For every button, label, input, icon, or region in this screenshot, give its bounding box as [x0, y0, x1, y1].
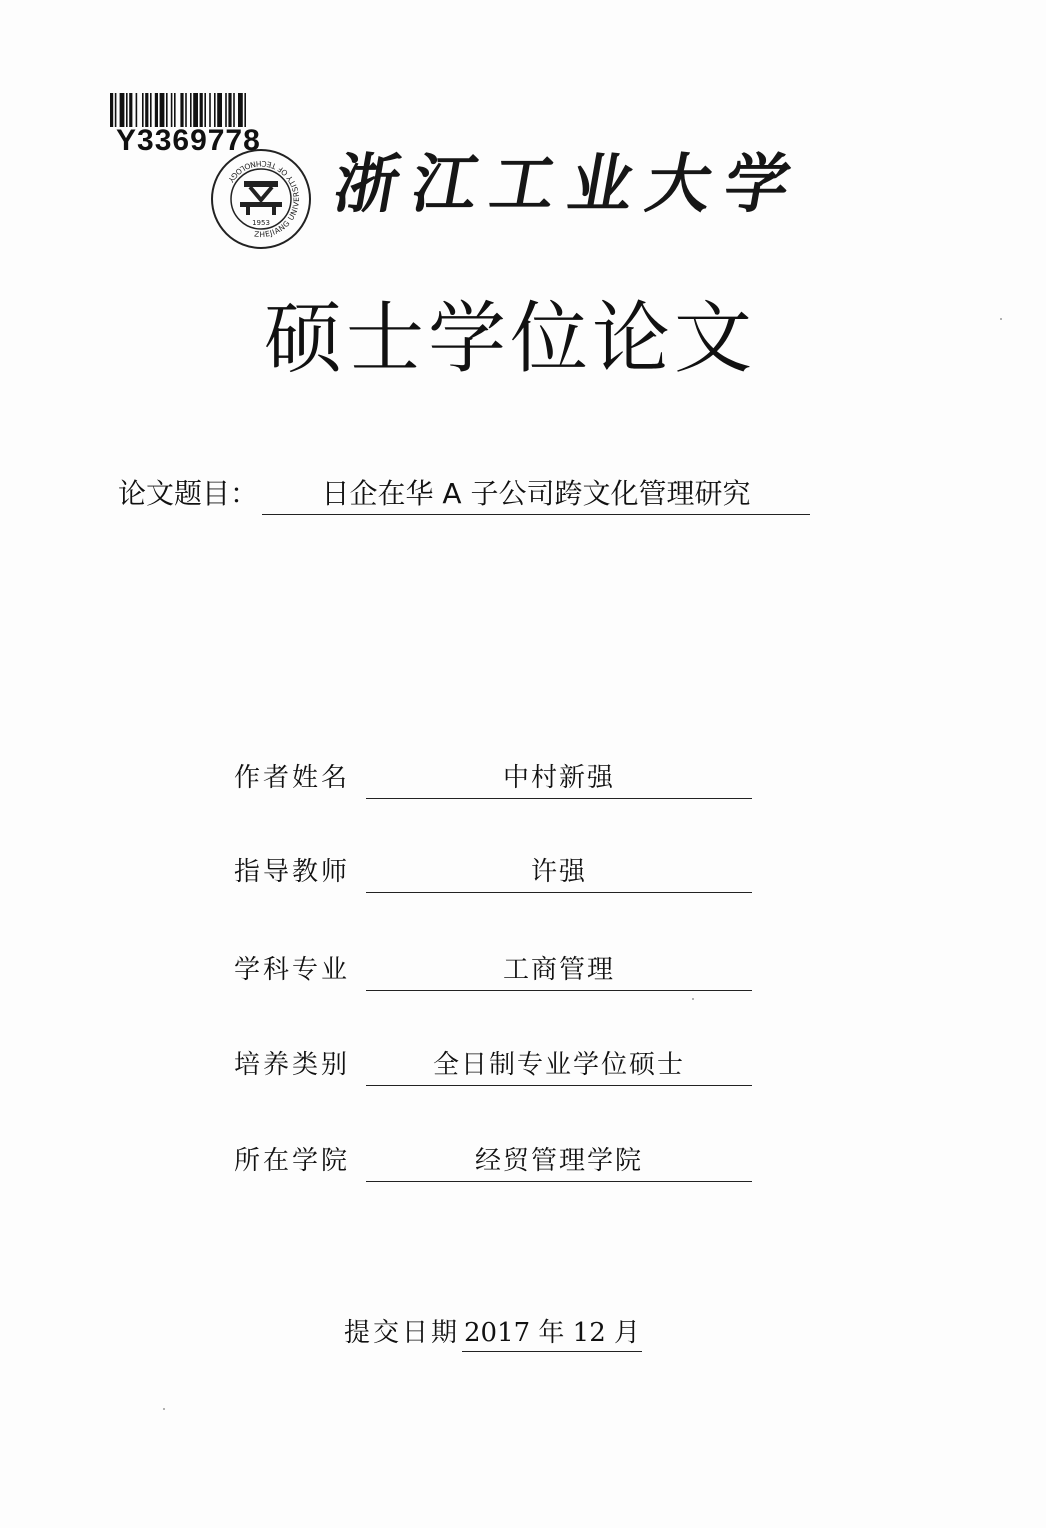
barcode-bar [166, 93, 168, 127]
scan-speck [692, 998, 694, 1000]
topic-value: 日企在华 A 子公司跨文化管理研究 [262, 472, 810, 515]
barcode-bar [120, 93, 125, 127]
barcode-bar [228, 93, 231, 127]
barcode-bar [126, 93, 128, 127]
barcode-bar [160, 93, 165, 127]
university-name: 浙江工业大学 [328, 147, 810, 222]
author-value: 中村新强 [366, 757, 752, 799]
scan-speck [163, 1408, 165, 1410]
major-label: 学科专业 [234, 955, 351, 985]
category-label: 培养类别 [234, 1050, 351, 1080]
barcode-bar [233, 93, 235, 127]
document-title: 硕士学位论文 [264, 294, 757, 384]
college-value: 经贸管理学院 [366, 1140, 752, 1182]
author-row [234, 757, 754, 793]
college-row [234, 1140, 754, 1176]
barcode-id-text: Y3369778 [116, 124, 261, 157]
barcode-bar [204, 93, 206, 127]
barcode-bar [200, 93, 203, 127]
barcode-bar [145, 93, 148, 127]
barcode-bar [244, 93, 246, 127]
barcode-bar [193, 93, 198, 127]
barcode-bar [129, 93, 132, 127]
barcode-bar [217, 93, 222, 127]
barcode-bar [142, 93, 144, 127]
advisor-row [234, 851, 754, 887]
barcode-bar [171, 93, 173, 127]
submission-label: 提交日期 [344, 1318, 461, 1348]
barcode-bar [110, 93, 113, 127]
author-label: 作者姓名 [234, 763, 351, 793]
topic-label: 论文题目： [118, 477, 259, 510]
submission-date-row [344, 1312, 642, 1352]
svg-text:ZHEJIANG UNIVERSITY OF TECHNOL: ZHEJIANG UNIVERSITY OF TECHNOLOGY [226, 158, 302, 240]
barcode-bar [180, 93, 183, 127]
major-row [234, 949, 754, 985]
barcode-bar [209, 93, 211, 127]
barcode-bar [174, 93, 176, 127]
barcode-bar [136, 93, 138, 127]
barcode-bar [225, 93, 227, 127]
barcode-bar [190, 93, 192, 127]
major-value: 工商管理 [366, 949, 752, 991]
college-label: 所在学院 [234, 1146, 351, 1176]
barcode-bar [238, 93, 243, 127]
university-seal-logo [210, 148, 312, 250]
svg-text:1953: 1953 [252, 219, 270, 227]
advisor-value: 许强 [366, 851, 752, 893]
barcode-bar [150, 93, 152, 127]
barcode-bar [155, 93, 158, 127]
barcode-bar [115, 93, 117, 127]
barcode-graphic [110, 93, 290, 127]
scan-speck [1000, 318, 1002, 320]
barcode-bar [185, 93, 187, 127]
submission-value: 2017 年 12 月 [462, 1312, 642, 1352]
category-value: 全日制专业学位硕士 [366, 1044, 752, 1086]
barcode-bar [214, 93, 216, 127]
advisor-label: 指导教师 [234, 857, 351, 887]
category-row [234, 1044, 754, 1080]
